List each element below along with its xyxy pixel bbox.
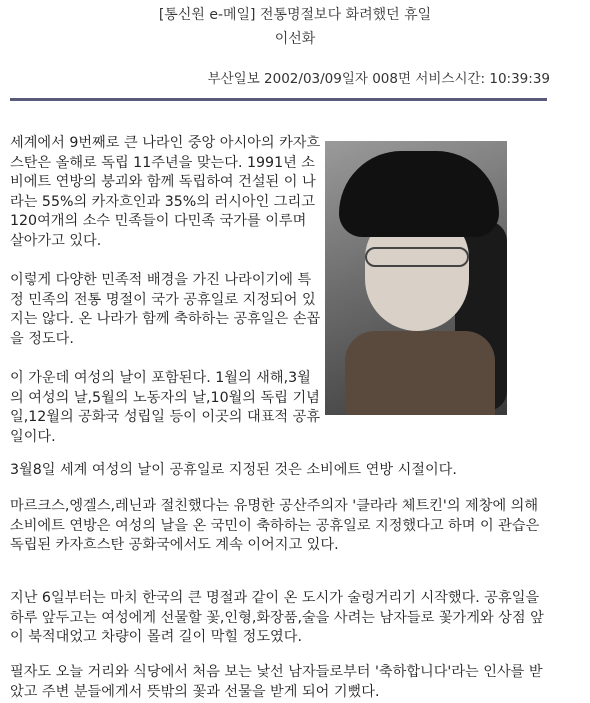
- paragraph-7: 필자도 오늘 거리와 식당에서 처음 보는 낯선 남자들로부터 '축하합니다'라는 인사를 받았고 주변 분들에게서 뜻밖의 꽃과 선물을 받게 되어 기뻤다.: [10, 664, 543, 700]
- paragraph-2: 이렇게 다양한 민족적 배경을 가진 나라이기에 특정 민족의 전통 명절이 국가 공휴일로 지정되어 있지는 않다. 온 나라가 함께 축하하는 공휴일은 손꼽을 정도다.: [10, 272, 321, 347]
- paragraph-4: 3월8일 세계 여성의 날이 공휴일로 지정된 것은 소비에트 연방 시절이다.: [10, 462, 457, 478]
- article-title: [통신원 e-메일] 전통명절보다 화려했던 휴일: [158, 7, 432, 23]
- article-author: 이선화: [274, 31, 316, 47]
- paragraph-5: 마르크스,엥겔스,레닌과 절친했다는 유명한 공산주의자 '클라라 체트킨'의 제창에 의해 소비에트 연방은 여성의 날을 온 국민이 축하하는 공휴일로 지정했다고 하며 이 관습은 독립된 카자흐스탄 공화국에서도 계속 이어지고 있다.: [10, 498, 540, 553]
- paragraph-3: 이 가운데 여성의 날이 포함된다. 1월의 새해,3월의 여성의 날,5월의 노동자의 날,10월의 독립 기념일,12월의 공화국 성립일 등이 이곳의 대표적 공휴일이다.: [10, 370, 321, 445]
- header-divider: [10, 98, 547, 101]
- paragraph-1: 세계에서 9번째로 큰 나라인 중앙 아시아의 카자흐스탄은 올해로 독립 11주년을 맞는다. 1991년 소비에트 연방의 붕괴와 함께 독립하여 건설된 이 나라는 55%의 카자흐인과 35%의 러시아인 그리고 120여개의 소수 민족들이 다민족 국가를 이루며 살아가고 있다.: [10, 135, 321, 249]
- author-photo: [325, 141, 507, 415]
- paragraph-6: 지난 6일부터는 마치 한국의 큰 명절과 같이 온 도시가 술렁거리기 시작했다. 공휴일을 하루 앞두고는 여성에게 선물할 꽃,인형,화장품,술을 사려는 남자들로 꽃가게와 상점 앞이 북적대었고 차량이 몰려 길이 막힐 정도였다.: [10, 590, 544, 645]
- article-meta: 부산일보 2002/03/09일자 008면 서비스시간: 10:39:39: [207, 71, 550, 87]
